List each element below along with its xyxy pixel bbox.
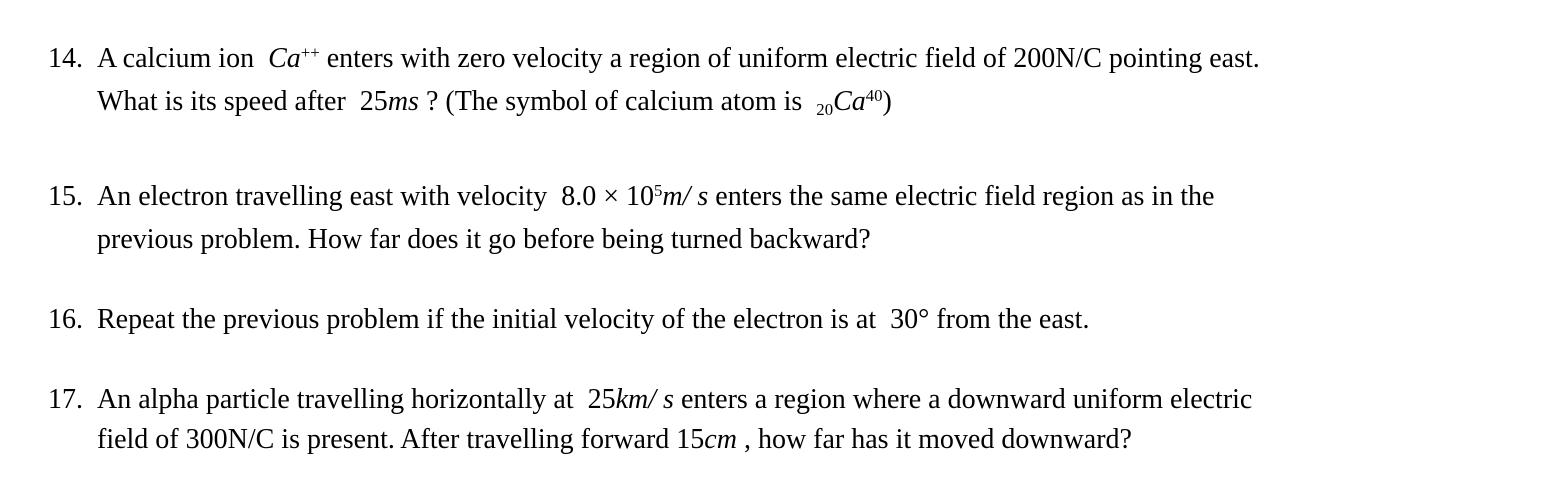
text-run: What is its speed after 25 xyxy=(97,86,388,117)
text-run: enters a region where a downward uniform electric xyxy=(673,384,1253,415)
text-run: ms xyxy=(387,86,419,117)
problem-number: 14. xyxy=(48,43,83,74)
problem-number: 17. xyxy=(48,384,83,415)
problem-text xyxy=(97,380,1252,460)
text-run: An alpha particle travelling horizontally at 25 xyxy=(97,384,616,415)
text-run: Ca xyxy=(268,43,301,74)
text-run: An electron travelling east with velocity 8.0 × 10 xyxy=(97,181,654,212)
text-run: km/ s xyxy=(615,384,674,415)
text-run: Ca xyxy=(833,86,866,117)
text-run: Repeat the previous problem if the initial velocity of the electron is at 30° from the east. xyxy=(97,304,1090,335)
text-run: A calcium ion xyxy=(97,43,269,74)
problem-item xyxy=(48,177,1538,260)
text-run: 40 xyxy=(865,85,883,105)
text-run: cm xyxy=(704,424,737,455)
problem-text xyxy=(97,39,1260,125)
problem-item xyxy=(48,300,1538,340)
problem-number: 16. xyxy=(48,304,83,335)
text-run: , how far has it moved downward? xyxy=(736,424,1132,455)
text-run: field of 300N/C is present. After travelling forward 15 xyxy=(97,424,705,455)
text-run: ++ xyxy=(300,42,320,62)
problem-number: 15. xyxy=(48,181,83,212)
text-run: enters with zero velocity a region of uniform electric field of 200N/C pointing east. xyxy=(319,43,1260,74)
text-run: enters the same electric field region as in the xyxy=(708,181,1215,212)
text-run: ? (The symbol of calcium atom is xyxy=(418,86,817,117)
problem-text xyxy=(97,300,1089,340)
problem-item xyxy=(48,380,1538,460)
text-run: m/ s xyxy=(662,181,709,212)
problem-item xyxy=(48,39,1538,125)
problem-list xyxy=(48,39,1538,460)
problem-text xyxy=(97,177,1214,260)
text-run: 20 xyxy=(816,99,834,119)
text-run: previous problem. How far does it go before being turned backward? xyxy=(97,224,871,255)
text-run: 5 xyxy=(653,180,663,200)
text-run: ) xyxy=(882,86,892,117)
